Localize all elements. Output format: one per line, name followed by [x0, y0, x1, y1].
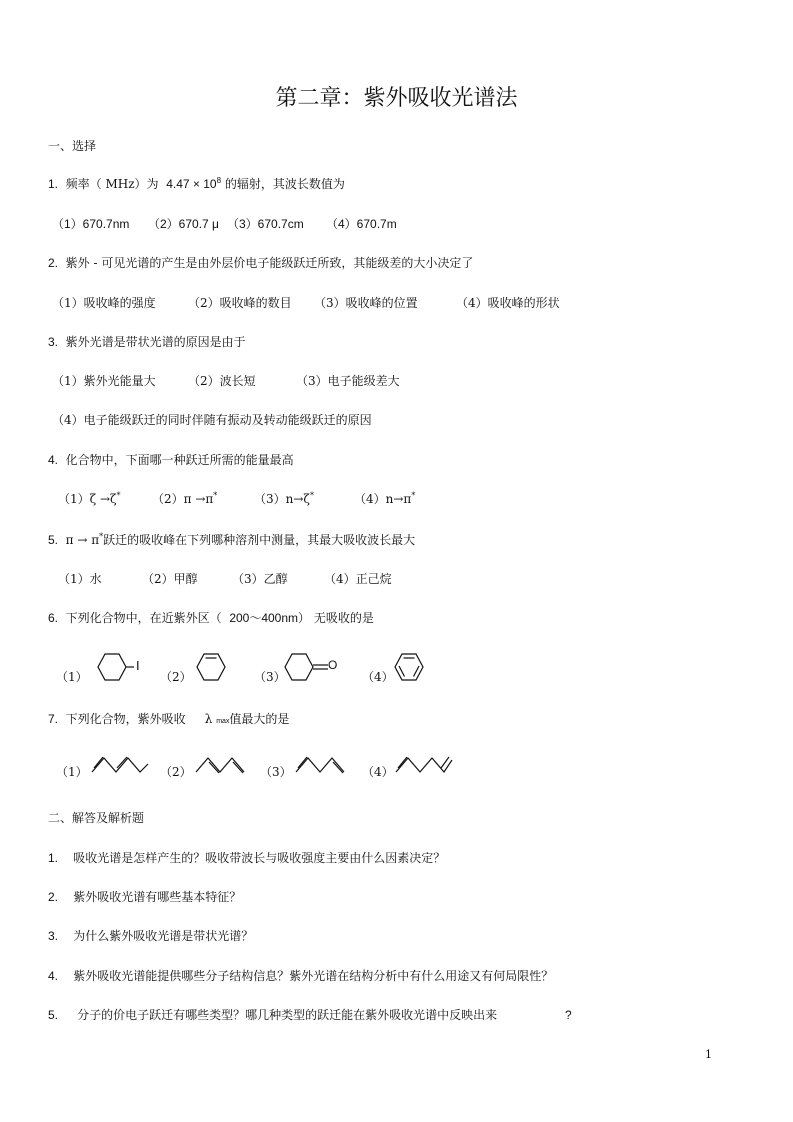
q1-option-1: （1）670.7nm	[52, 217, 130, 231]
q7-option-4-label: （4）	[362, 765, 394, 779]
q4-option-1: （1）ζ →ζ*	[58, 491, 121, 506]
q1-option-3: （3）670.7cm	[227, 217, 304, 231]
question-7: 7. 下列化合物，紫外吸收 λ max值最大的是	[48, 712, 290, 726]
question-3: 3. 紫外光谱是带状光谱的原因是由于	[48, 335, 246, 349]
benzene-structure	[392, 648, 432, 686]
question-4: 4. 化合物中，下面哪一种跃迁所需的能量最高	[48, 453, 294, 467]
q6-option-3-label: （3）	[254, 670, 286, 684]
q5-option-3: （3）乙醇	[232, 572, 288, 586]
polyene-structure-3	[294, 752, 354, 778]
q7-option-3-label: （3）	[260, 765, 292, 779]
q7-option-1-label: （1）	[56, 765, 88, 779]
q2-option-4: （4）吸收峰的形状	[456, 296, 560, 310]
q4-option-4: （4）n→π*	[354, 491, 416, 506]
page-title: 第二章：紫外吸收光谱法	[275, 86, 518, 111]
q3-option-2: （2）波长短	[188, 374, 256, 388]
polyene-structure-1	[90, 752, 150, 778]
q5-option-2: （2）甲醇	[142, 572, 198, 586]
page-number: 1	[705, 1048, 712, 1061]
q1-option-2: （2）670.7 μ	[148, 217, 219, 231]
q1-option-4: （4）670.7m	[326, 217, 397, 231]
answer-question-3: 3. 为什么紫外吸收光谱是带状光谱？	[48, 929, 254, 943]
q2-option-2: （2）吸收峰的数目	[188, 296, 292, 310]
q4-option-2: （2）π →π*	[152, 491, 218, 506]
q6-option-2-label: （2）	[160, 670, 192, 684]
q6-option-1-label: （1）	[56, 670, 88, 684]
question-6: 6. 下列化合物中，在近紫外区（ 200～400nm） 无吸收的是	[48, 611, 374, 625]
section-heading-choice: 一、选择	[48, 139, 97, 153]
q7-option-2-label: （2）	[160, 765, 192, 779]
q4-option-3: （3）n→ζ*	[254, 491, 314, 506]
answer-question-5: 5. 分子的价电子跃迁有哪些类型？哪几种类型的跃迁能在紫外吸收光谱中反映出来	[48, 1008, 498, 1022]
iodo-atom-label: I	[136, 658, 140, 673]
question-1: 1. 频率（ MHz）为 $4.47 \times 10^8$ 的辐射，其波长数值为	[48, 176, 345, 191]
answer-question-4: 4. 紫外吸收光谱能提供哪些分子结构信息？紫外光谱在结构分析中有什么用途又有何局限性？	[48, 969, 554, 983]
answer-question-2: 2. 紫外吸收光谱有哪些基本特征？	[48, 890, 242, 904]
question-5: 5. π → π*跃迁的吸收峰在下列哪种溶剂中测量，其最大吸收波长最大	[48, 532, 416, 547]
iodocyclohexane-structure	[90, 648, 150, 686]
q2-option-3: （3）吸收峰的位置	[314, 296, 418, 310]
polyene-structure-2	[194, 752, 254, 778]
section-heading-answers: 二、解答及解析题	[48, 811, 145, 825]
cyclohexene-structure	[194, 648, 234, 686]
q3-option-3: （3）电子能级差大	[296, 374, 400, 388]
q3-option-1: （1）紫外光能量大	[52, 374, 156, 388]
question-2: 2. 紫外 - 可见光谱的产生是由外层价电子能级跃迁所致，其能级差的大小决定了	[48, 256, 474, 270]
polyene-structure-4	[394, 752, 456, 778]
answer-question-1: 1. 吸收光谱是怎样产生的？吸收带波长与吸收强度主要由什么因素决定？	[48, 851, 446, 865]
answer-question-5-tail: ?	[565, 1008, 572, 1022]
q3-option-4: （4）电子能级跃迁的同时伴随有振动及转动能级跃迁的原因	[52, 413, 372, 427]
oxo-atom-label: O	[328, 658, 338, 672]
q5-option-1: （1）水	[58, 572, 102, 586]
q5-option-4: （4）正己烷	[324, 572, 392, 586]
q6-option-4-label: （4）	[362, 670, 394, 684]
q2-option-1: （1）吸收峰的强度	[52, 296, 156, 310]
